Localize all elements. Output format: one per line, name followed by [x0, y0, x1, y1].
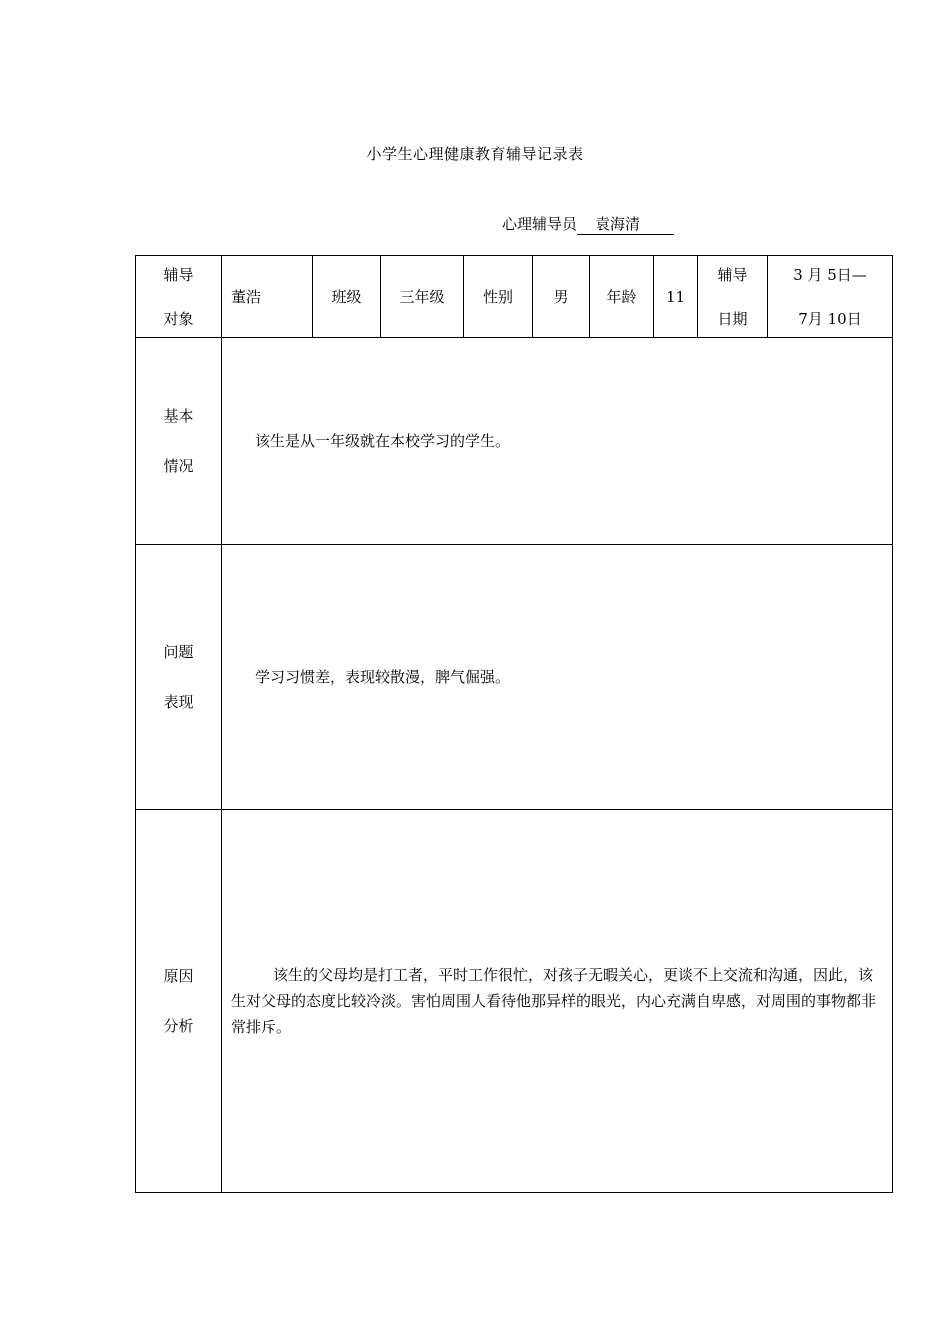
record-table	[135, 255, 893, 1193]
section-row-cause	[136, 810, 893, 1193]
subject-label-line2: 对象	[163, 309, 194, 328]
section-content-cell	[222, 810, 893, 1193]
class-value: 三年级	[381, 256, 464, 338]
counselor-line	[502, 213, 674, 235]
section-label-line1: 基本	[163, 407, 194, 425]
counselor-name: 袁海清	[577, 215, 674, 235]
date-label-line2: 日期	[717, 309, 748, 328]
subject-label-cell	[136, 256, 222, 338]
section-label-cell	[136, 545, 222, 810]
section-label-cell	[136, 810, 222, 1193]
date-start: 3 月 5日—	[793, 265, 867, 284]
section-content-text: 学习习惯差，表现较散漫，脾气倔强。	[255, 668, 511, 686]
section-content-cell	[222, 545, 893, 810]
date-label-line1: 辅导	[717, 265, 748, 284]
section-content-text: 该生的父母均是打工者，平时工作很忙，对孩子无暇关心，更谈不上交流和沟通，因此，该生对父母的态度比较冷淡。害怕周围人看待他那异样的眼光，内心充满自卑感，对周围的事物都非常排斥。	[231, 966, 877, 1036]
section-label-cell	[136, 338, 222, 545]
section-content-text: 该生是从一年级就在本校学习的学生。	[255, 432, 511, 450]
age-value: 11	[654, 256, 698, 338]
section-label-line2: 分析	[163, 1017, 194, 1035]
date-label-cell	[698, 256, 768, 338]
gender-label: 性别	[464, 256, 533, 338]
date-range-cell	[768, 256, 893, 338]
student-name: 董浩	[222, 256, 313, 338]
section-label-line2: 表现	[163, 693, 194, 711]
gender-value: 男	[533, 256, 590, 338]
header-row	[136, 256, 893, 338]
section-label-line1: 原因	[163, 967, 194, 985]
date-end: 7月 10日	[798, 309, 862, 328]
section-label-line1: 问题	[163, 643, 194, 661]
section-label-line2: 情况	[163, 457, 194, 475]
subject-label-line1: 辅导	[163, 265, 194, 284]
section-row-basic-info	[136, 338, 893, 545]
section-content-cell	[222, 338, 893, 545]
class-label: 班级	[313, 256, 381, 338]
section-row-problem	[136, 545, 893, 810]
counselor-label: 心理辅导员	[502, 215, 578, 233]
age-label: 年龄	[590, 256, 654, 338]
document-title: 小学生心理健康教育辅导记录表	[366, 145, 584, 163]
